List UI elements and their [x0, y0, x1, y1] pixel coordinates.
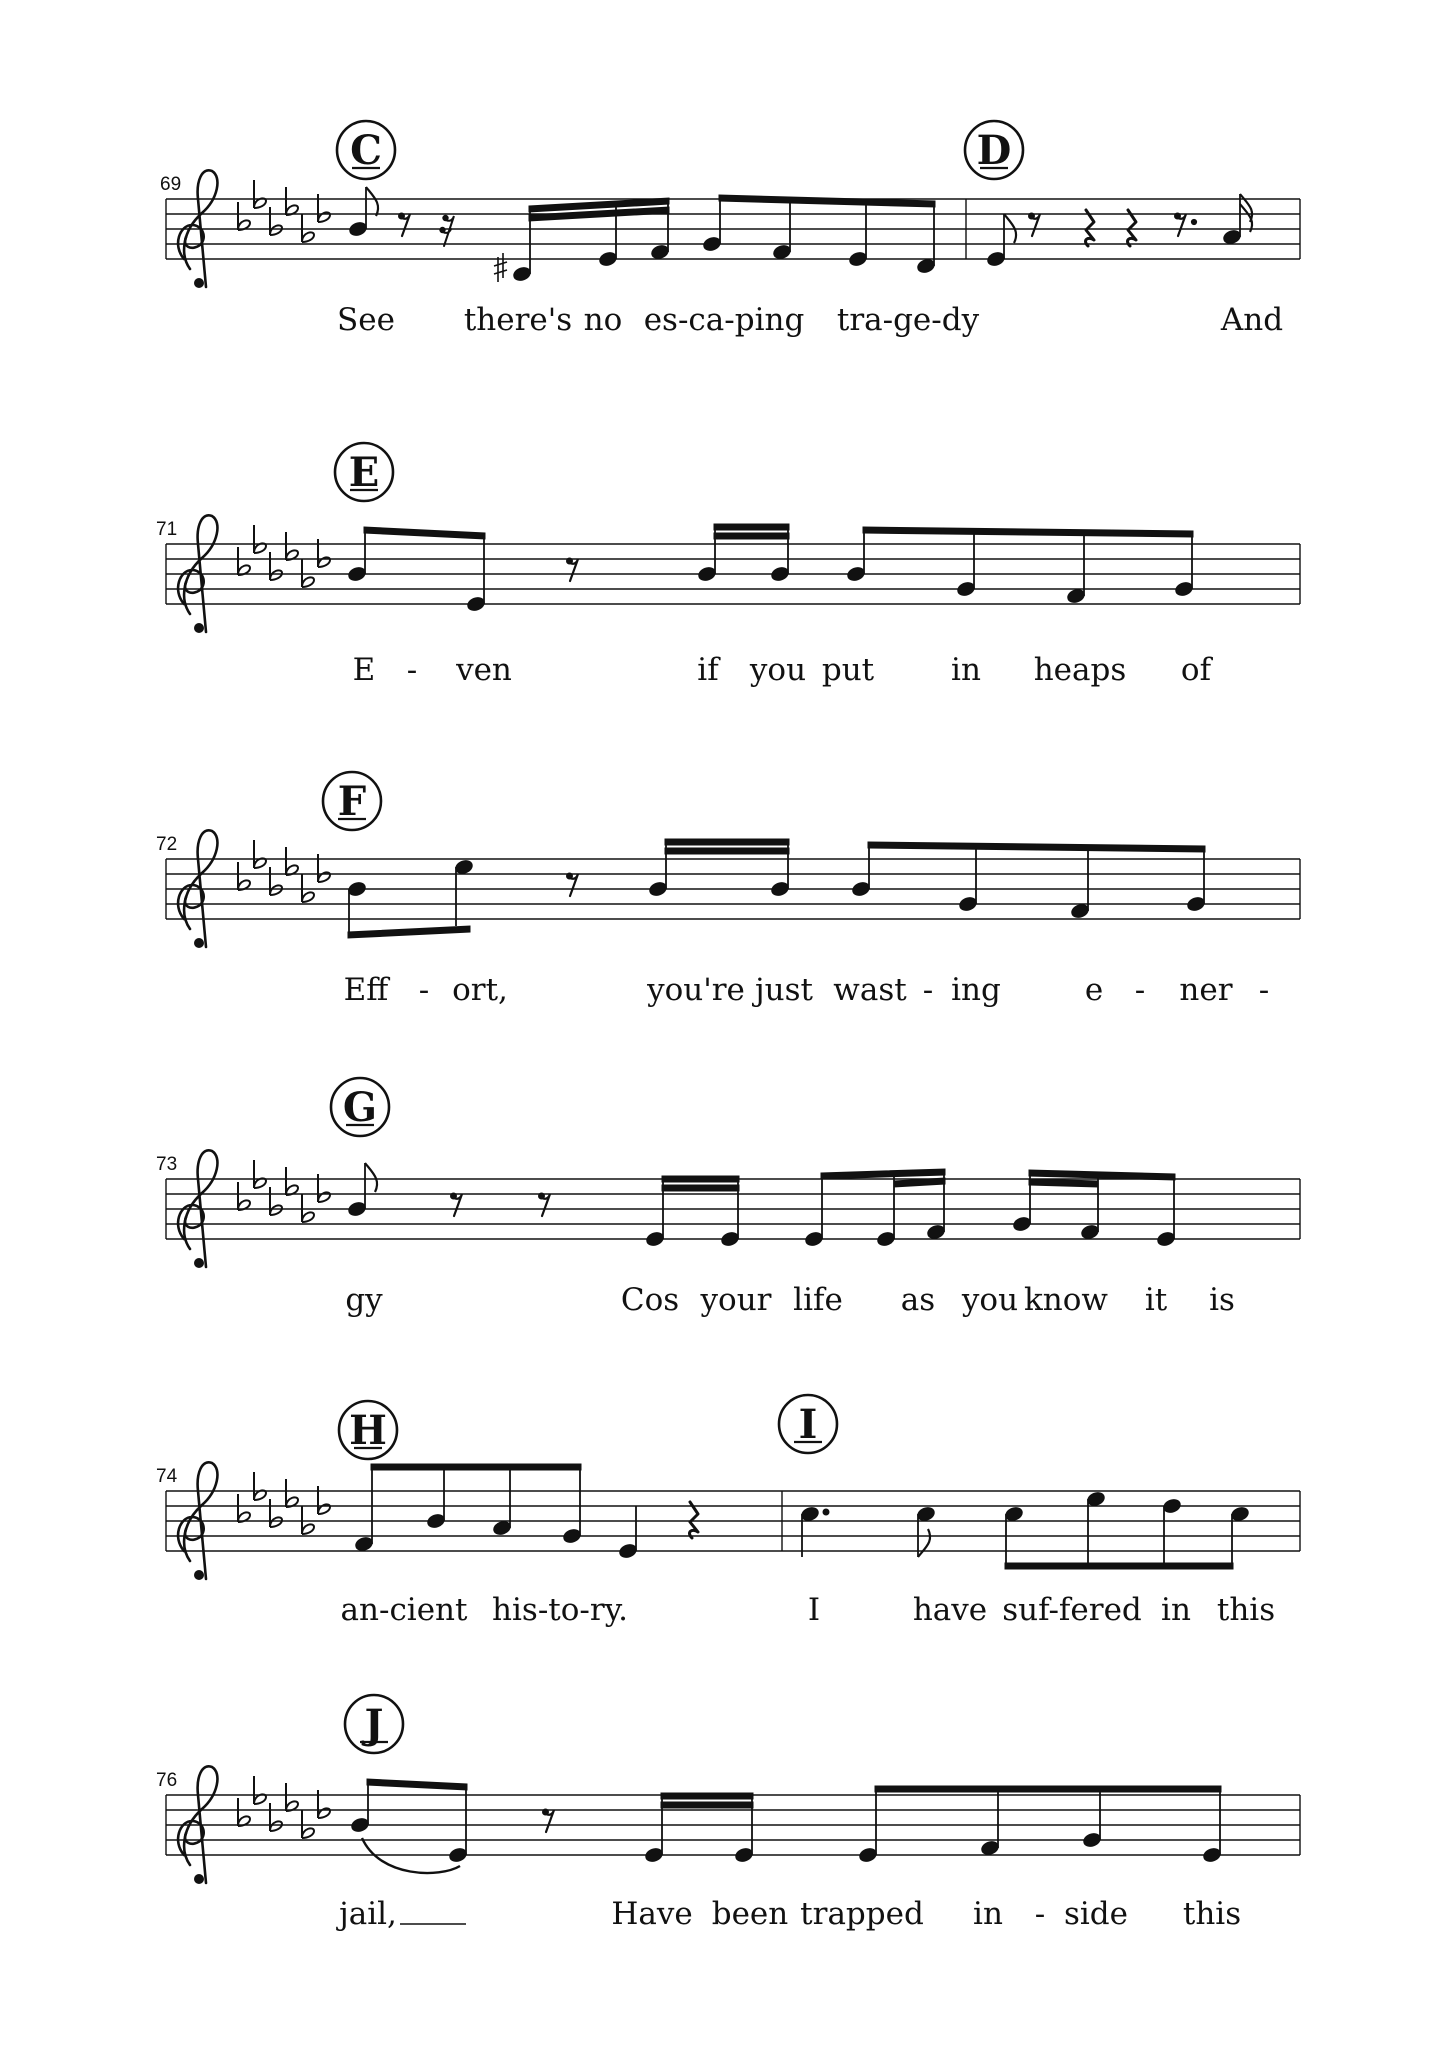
lyric-syllable: -: [1034, 1896, 1046, 1932]
lyric-syllable: side: [1063, 1896, 1129, 1932]
measure-number: 74: [156, 1466, 178, 1487]
lyric-syllable: know: [1024, 1282, 1108, 1318]
lyric-syllable: wast: [833, 972, 907, 1008]
svg-text:C: C: [350, 127, 382, 174]
lyric-syllable: you: [961, 1282, 1019, 1318]
key-signature-flats: [238, 1472, 330, 1534]
svg-text:G: G: [342, 1084, 378, 1131]
svg-text:F: F: [337, 778, 367, 825]
lyric-syllable: you: [749, 652, 807, 688]
measure-number: 72: [156, 834, 178, 855]
rehearsal-mark-C: [337, 121, 395, 179]
lyric-syllable: ven: [456, 652, 512, 688]
lyric-syllable: -: [1134, 972, 1146, 1008]
lyric-syllable: trapped: [800, 1896, 924, 1932]
notes: [347, 524, 1194, 613]
staff-lines: [166, 544, 1300, 604]
notes: [347, 1163, 1176, 1248]
lyric-syllable: there's: [463, 302, 573, 338]
lyric-syllable: in: [973, 1896, 1003, 1932]
lyric-syllable: his-to-ry.: [492, 1592, 628, 1628]
rehearsal-mark-E: [335, 443, 393, 501]
notes: [348, 187, 1252, 283]
system-4: [156, 1078, 1300, 1318]
lyric-syllable: in: [951, 652, 981, 688]
lyric-syllable: gy: [345, 1282, 383, 1318]
key-signature-flats: [238, 525, 330, 587]
system-5: [156, 1395, 1300, 1628]
lyric-syllable: Eff: [343, 972, 389, 1008]
rehearsal-mark-J: [345, 1695, 403, 1753]
lyric-syllable: -: [418, 972, 430, 1008]
staff-lines: [166, 1491, 1300, 1551]
lyric-syllable: life: [793, 1282, 843, 1318]
notes: [354, 1464, 1250, 1569]
lyrics: [341, 1592, 1276, 1628]
lyric-syllable: just: [755, 972, 813, 1008]
lyric-syllable: in: [1161, 1592, 1191, 1628]
lyric-syllable: ort,: [452, 972, 508, 1008]
lyrics: [337, 302, 1283, 338]
lyric-syllable: no: [583, 302, 623, 338]
key-signature-flats: [238, 840, 330, 902]
rehearsal-mark-G: [331, 1078, 389, 1136]
measure-number: 71: [156, 519, 178, 540]
measure-number: 69: [160, 174, 182, 195]
lyric-syllable: it: [1144, 1282, 1168, 1318]
lyric-syllable: Cos: [620, 1282, 680, 1318]
lyric-syllable: have: [912, 1592, 988, 1628]
lyric-syllable: is: [1209, 1282, 1235, 1318]
key-signature-flats: [238, 180, 330, 242]
lyric-syllable: jail,: [339, 1896, 397, 1932]
lyric-syllable: heaps: [1033, 652, 1127, 688]
lyric-syllable: E: [352, 652, 376, 688]
lyric-syllable: See: [337, 302, 395, 338]
lyric-syllable: suf-fered: [1002, 1592, 1142, 1628]
lyric-syllable: es-ca-ping: [643, 302, 805, 338]
lyric-syllable: And: [1220, 302, 1284, 338]
lyric-syllable: if: [697, 652, 719, 688]
lyric-syllable: -: [406, 652, 418, 688]
measure-number: 73: [156, 1154, 178, 1175]
lyric-syllable: -: [922, 972, 934, 1008]
rehearsal-mark-I: [779, 1395, 837, 1453]
lyric-syllable: I: [807, 1592, 821, 1628]
svg-text:I: I: [798, 1401, 818, 1448]
svg-text:H: H: [349, 1407, 387, 1454]
lyrics: [353, 652, 1214, 688]
lyric-syllable: ner: [1179, 972, 1233, 1008]
lyric-syllable: Have: [611, 1896, 693, 1932]
lyrics: [345, 1282, 1235, 1318]
lyric-syllable: this: [1216, 1592, 1276, 1628]
lyric-syllable: an-cient: [340, 1592, 468, 1628]
rehearsal-mark-F: [323, 772, 381, 830]
svg-text:D: D: [976, 127, 1012, 174]
lyric-syllable: of: [1180, 652, 1212, 688]
svg-text:J: J: [364, 1701, 384, 1748]
lyric-syllable: e: [1084, 972, 1104, 1008]
rehearsal-mark-D: [965, 121, 1023, 179]
staff-lines: [166, 859, 1300, 919]
lyric-syllable: been: [711, 1896, 789, 1932]
rehearsal-mark-H: [339, 1401, 397, 1459]
lyrics: [344, 972, 1270, 1008]
lyric-syllable: tra-ge-dy: [836, 302, 980, 338]
system-1: [160, 121, 1300, 338]
measure-number: 76: [156, 1770, 178, 1791]
lyric-syllable: as: [900, 1282, 936, 1318]
system-3: [156, 772, 1300, 1008]
lyric-syllable: your: [700, 1282, 772, 1318]
lyric-syllable: ing: [951, 972, 1001, 1008]
key-signature-flats: [238, 1776, 330, 1838]
lyric-syllable: put: [821, 652, 875, 688]
system-2: [156, 443, 1300, 688]
lyrics: [336, 1896, 1241, 1932]
lyric-syllable: you're: [647, 972, 745, 1008]
key-signature-flats: [238, 1160, 330, 1222]
lyric-syllable: this: [1182, 1896, 1242, 1932]
notes: [350, 1779, 1222, 1873]
system-6: [156, 1695, 1300, 1932]
lyric-syllable: -: [1258, 972, 1270, 1008]
svg-text:E: E: [348, 449, 380, 496]
